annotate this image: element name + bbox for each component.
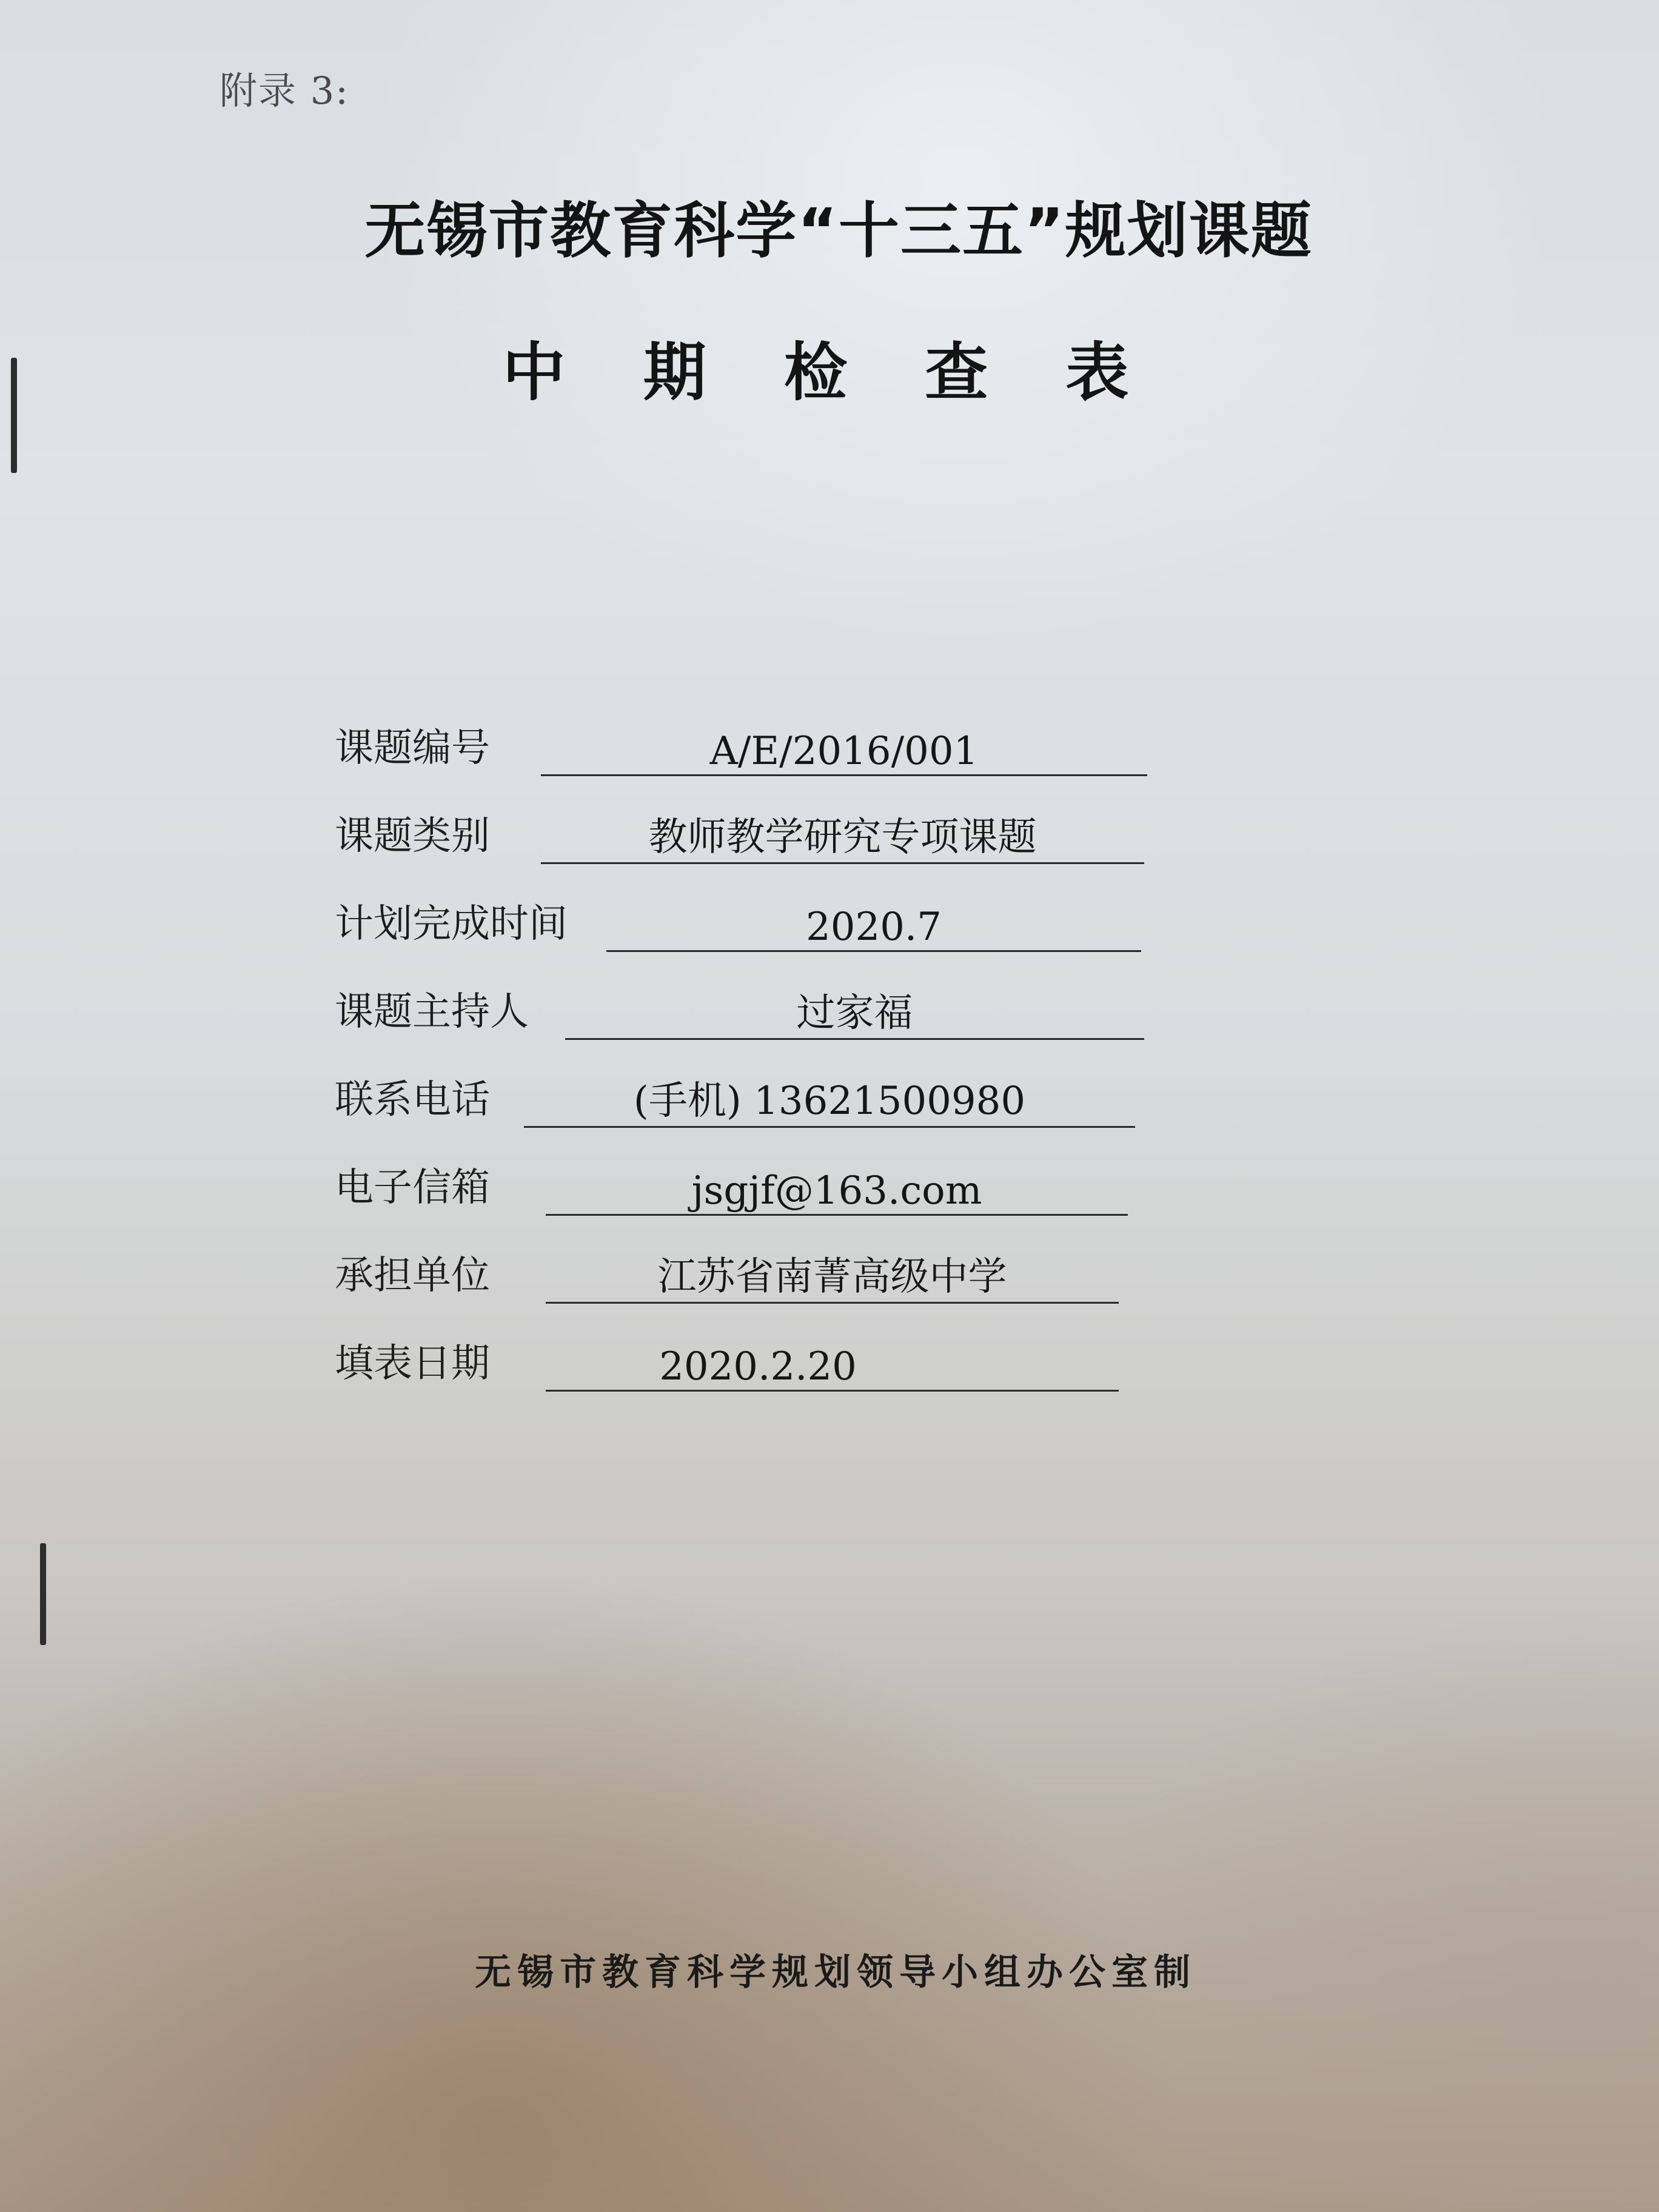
field-row-email (335, 1155, 1159, 1222)
field-row-organization (335, 1243, 1159, 1310)
field-underline (546, 1302, 1119, 1304)
field-underline (541, 774, 1147, 776)
field-underline (524, 1126, 1135, 1128)
field-underline (546, 1214, 1128, 1216)
field-label: 课题主持人 (335, 990, 529, 1034)
document-title: 无锡市教育科学“十三五”规划课题 (364, 195, 1313, 266)
field-underline (565, 1038, 1144, 1040)
field-label: 填表日期 (335, 1341, 490, 1386)
field-value: 教师教学研究专项课题 (648, 815, 1037, 860)
appendix-label: 附录 3: (220, 69, 350, 113)
field-value: jsgjf@163.com (691, 1168, 982, 1213)
field-label: 课题编号 (335, 726, 490, 771)
document-subtitle: 中 期 检 查 表 (502, 335, 1157, 409)
field-value: (手机) 13621500980 (633, 1079, 1026, 1124)
field-row-planned-completion (335, 891, 1159, 958)
field-row-project-number (335, 716, 1159, 782)
field-row-project-category (335, 803, 1159, 870)
binding-mark-bottom (40, 1543, 46, 1645)
field-label: 电子信箱 (335, 1165, 490, 1210)
field-label: 联系电话 (335, 1078, 490, 1122)
field-row-fill-date (335, 1331, 1159, 1398)
field-underline (606, 950, 1141, 952)
field-label: 承担单位 (335, 1253, 490, 1298)
field-value: 2020.7 (806, 905, 942, 950)
field-row-phone (335, 1067, 1159, 1134)
field-value: 过家福 (796, 991, 913, 1036)
field-value: A/E/2016/001 (709, 729, 979, 774)
field-label: 课题类别 (335, 814, 490, 859)
field-label: 计划完成时间 (335, 902, 568, 947)
field-value: 2020.2.20 (659, 1344, 857, 1389)
field-underline (541, 862, 1144, 864)
issuer-footer: 无锡市教育科学规划领导小组办公室制 (475, 1951, 1196, 1994)
field-underline (546, 1390, 1119, 1392)
field-row-project-leader (335, 979, 1159, 1046)
field-value: 江苏省南菁高级中学 (657, 1255, 1007, 1299)
